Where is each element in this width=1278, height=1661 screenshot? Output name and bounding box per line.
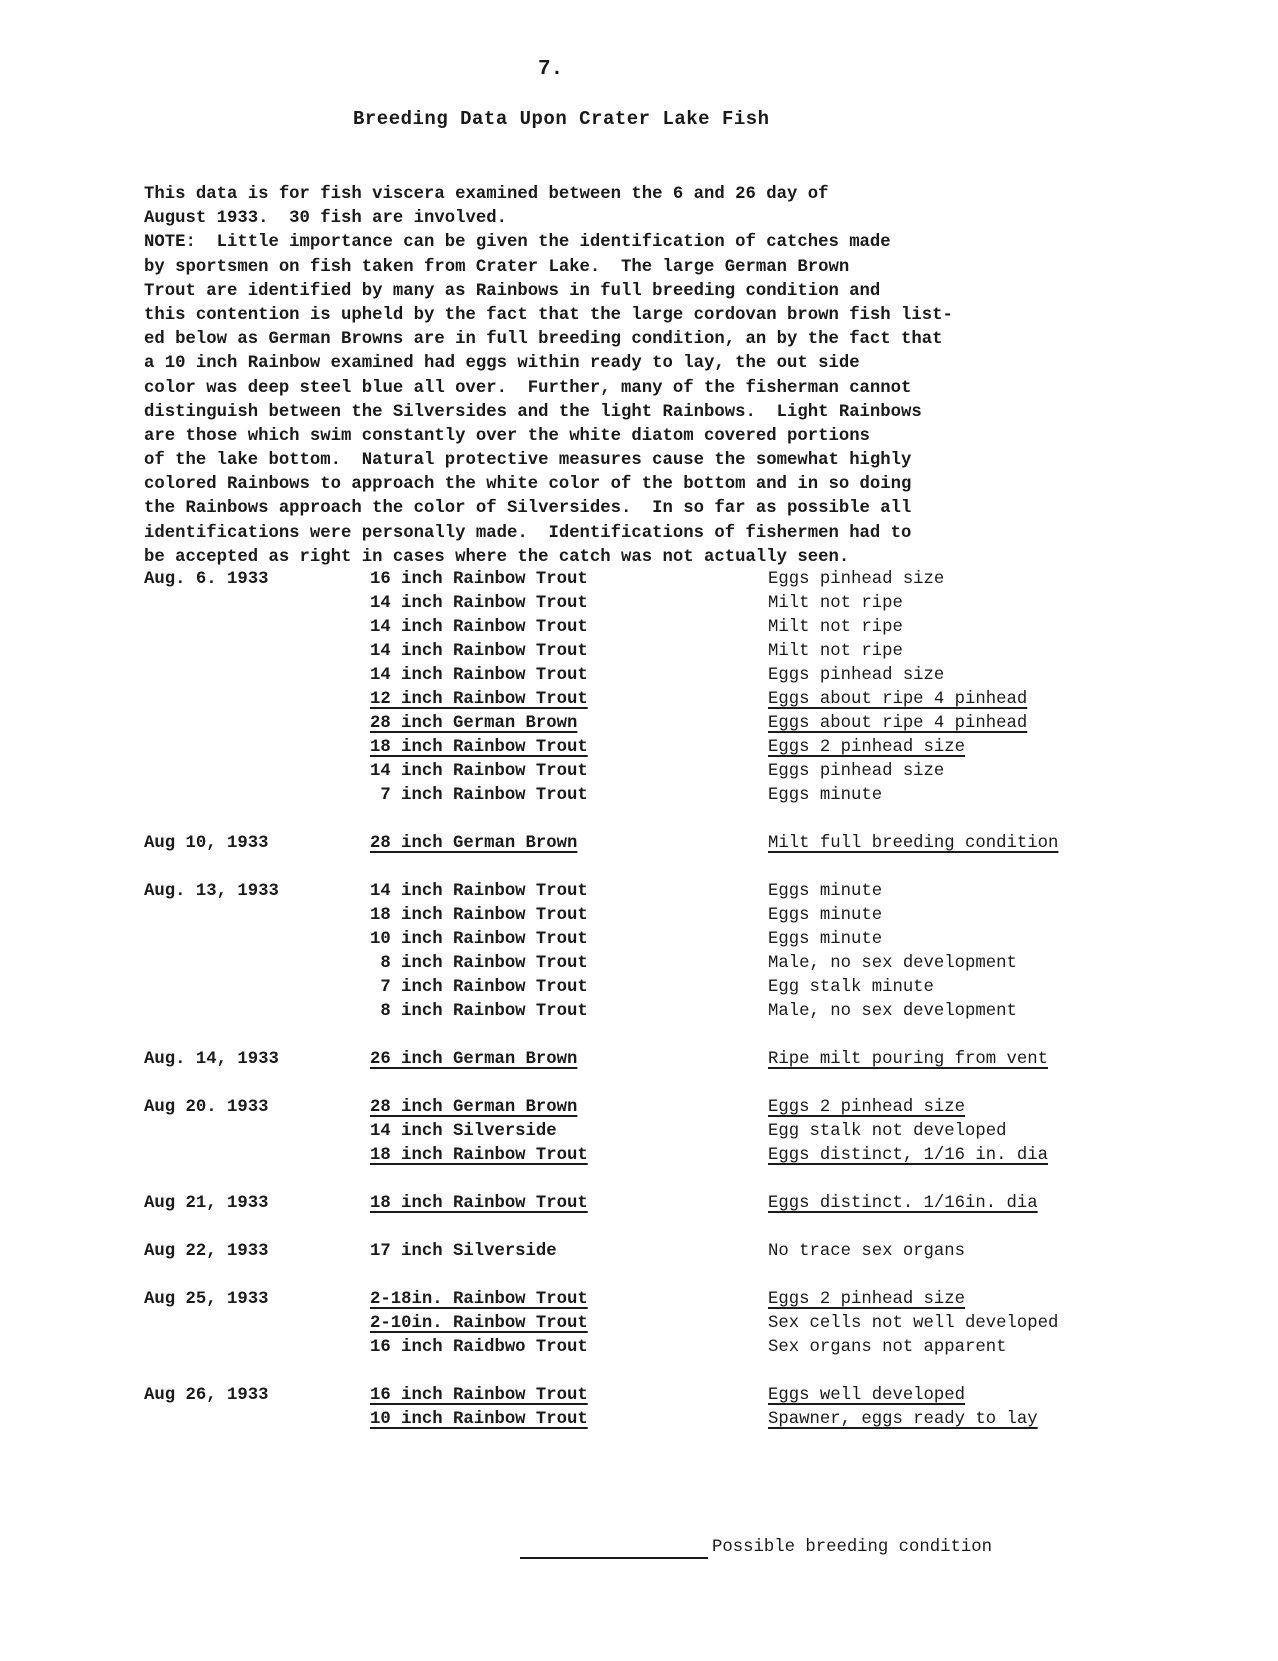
- intro-line: August 1933. 30 fish are involved.: [144, 209, 507, 229]
- table-row: [0, 1410, 1278, 1434]
- entry-condition: Eggs about ripe 4 pinhead: [768, 714, 1028, 733]
- table-row: [0, 1146, 1278, 1170]
- page-number: 7.: [538, 58, 564, 81]
- entry-condition: Milt not ripe: [768, 642, 903, 661]
- entry-condition: No trace sex organs: [768, 1242, 966, 1261]
- entry-fish: 2-10in. Rainbow Trout: [370, 1314, 588, 1333]
- entry-date: Aug 21, 1933: [144, 1194, 269, 1213]
- entry-fish: 7 inch Rainbow Trout: [370, 786, 588, 805]
- table-row: [0, 1098, 1278, 1122]
- entry-fish: 16 inch Raidbwo Trout: [370, 1338, 588, 1357]
- table-row: [0, 786, 1278, 810]
- intro-line: are those which swim constantly over the white diatom covered portions: [144, 426, 870, 446]
- entry-date: Aug 20. 1933: [144, 1098, 269, 1117]
- entry-fish: 14 inch Rainbow Trout: [370, 642, 588, 661]
- entry-fish: 10 inch Rainbow Trout: [370, 930, 588, 949]
- table-row: [0, 1122, 1278, 1146]
- intro-line: the Rainbows approach the color of Silversides. In so far as possible all: [144, 499, 912, 519]
- entry-condition: Eggs distinct. 1/16in. dia: [768, 1194, 1038, 1213]
- entry-fish: 16 inch Rainbow Trout: [370, 570, 588, 589]
- entry-condition: Egg stalk minute: [768, 978, 934, 997]
- footnote-underline-sample: [520, 1557, 708, 1559]
- entry-condition: Eggs pinhead size: [768, 762, 945, 781]
- intro-line: color was deep steel blue all over. Further, many of the fisherman cannot: [144, 378, 912, 398]
- entry-fish: 8 inch Rainbow Trout: [370, 954, 588, 973]
- entry-condition: Milt not ripe: [768, 594, 903, 613]
- table-row: [0, 1386, 1278, 1410]
- entry-date: Aug 26, 1933: [144, 1386, 269, 1405]
- entry-fish: 18 inch Rainbow Trout: [370, 1146, 588, 1165]
- intro-line: be accepted as right in cases where the catch was not actually seen.: [144, 547, 850, 567]
- table-row: [0, 690, 1278, 714]
- entry-fish: 18 inch Rainbow Trout: [370, 1194, 588, 1213]
- entry-condition: Milt not ripe: [768, 618, 903, 637]
- entry-fish: 12 inch Rainbow Trout: [370, 690, 588, 709]
- intro-line: ed below as German Browns are in full breeding condition, an by the fact that: [144, 330, 943, 350]
- intro-line: this contention is upheld by the fact that the large cordovan brown fish list-: [144, 305, 953, 325]
- entry-fish: 14 inch Rainbow Trout: [370, 666, 588, 685]
- intro-line: a 10 inch Rainbow examined had eggs within ready to lay, the out side: [144, 354, 860, 374]
- entry-fish: 28 inch German Brown: [370, 1098, 578, 1117]
- entry-fish: 28 inch German Brown: [370, 714, 578, 733]
- entry-fish: 7 inch Rainbow Trout: [370, 978, 588, 997]
- entry-fish: 28 inch German Brown: [370, 834, 578, 853]
- entry-condition: Eggs well developed: [768, 1386, 966, 1405]
- intro-paragraph: [144, 183, 1144, 570]
- entry-condition: Eggs minute: [768, 786, 883, 805]
- entry-condition: Eggs minute: [768, 882, 883, 901]
- entry-condition: Eggs pinhead size: [768, 570, 945, 589]
- table-row: [0, 642, 1278, 666]
- entry-condition: Milt full breeding condition: [768, 834, 1059, 853]
- entry-condition: Ripe milt pouring from vent: [768, 1050, 1049, 1069]
- entry-fish: 18 inch Rainbow Trout: [370, 906, 588, 925]
- table-row: [0, 1338, 1278, 1362]
- entry-fish: 14 inch Rainbow Trout: [370, 594, 588, 613]
- entry-condition: Eggs 2 pinhead size: [768, 1098, 966, 1117]
- table-row: [0, 1242, 1278, 1266]
- footnote-text: Possible breeding condition: [712, 1538, 993, 1557]
- intro-line: NOTE: Little importance can be given the identification of catches made: [144, 233, 891, 253]
- entry-fish: 14 inch Rainbow Trout: [370, 882, 588, 901]
- intro-line: identifications were personally made. Identifications of fishermen had to: [144, 523, 912, 543]
- entry-fish: 2-18in. Rainbow Trout: [370, 1290, 588, 1309]
- table-row: [0, 930, 1278, 954]
- entry-condition: Eggs 2 pinhead size: [768, 1290, 966, 1309]
- entry-date: Aug 10, 1933: [144, 834, 269, 853]
- table-row: [0, 594, 1278, 618]
- entry-date: Aug. 13, 1933: [144, 882, 279, 901]
- entry-date: Aug 22, 1933: [144, 1242, 269, 1261]
- entry-condition: Eggs minute: [768, 906, 883, 925]
- entry-condition: Eggs distinct, 1/16 in. dia: [768, 1146, 1049, 1165]
- page-title: Breeding Data Upon Crater Lake Fish: [353, 108, 770, 130]
- intro-line: This data is for fish viscera examined between the 6 and 26 day of: [144, 185, 829, 204]
- entry-condition: Male, no sex development: [768, 954, 1017, 973]
- table-row: [0, 1314, 1278, 1338]
- entry-condition: Sex cells not well developed: [768, 1314, 1059, 1333]
- table-row: [0, 978, 1278, 1002]
- entry-condition: Eggs about ripe 4 pinhead: [768, 690, 1028, 709]
- table-row: [0, 738, 1278, 762]
- table-row: [0, 834, 1278, 858]
- table-row: [0, 570, 1278, 594]
- entry-fish: 14 inch Rainbow Trout: [370, 618, 588, 637]
- entry-fish: 10 inch Rainbow Trout: [370, 1410, 588, 1429]
- entry-date: Aug. 14, 1933: [144, 1050, 279, 1069]
- entry-fish: 16 inch Rainbow Trout: [370, 1386, 588, 1405]
- table-row: [0, 882, 1278, 906]
- intro-line: Trout are identified by many as Rainbows in full breeding condition and: [144, 281, 881, 301]
- entry-date: Aug 25, 1933: [144, 1290, 269, 1309]
- entry-condition: Egg stalk not developed: [768, 1122, 1007, 1141]
- entry-fish: 26 inch German Brown: [370, 1050, 578, 1069]
- table-row: [0, 1050, 1278, 1074]
- intro-line: of the lake bottom. Natural protective measures cause the somewhat highly: [144, 451, 912, 471]
- entry-fish: 18 inch Rainbow Trout: [370, 738, 588, 757]
- table-row: [0, 1290, 1278, 1314]
- table-row: [0, 762, 1278, 786]
- table-row: [0, 714, 1278, 738]
- entry-fish: 14 inch Silverside: [370, 1122, 557, 1141]
- entry-fish: 17 inch Silverside: [370, 1242, 557, 1261]
- table-row: [0, 666, 1278, 690]
- entry-condition: Sex organs not apparent: [768, 1338, 1007, 1357]
- entry-fish: 8 inch Rainbow Trout: [370, 1002, 588, 1021]
- entry-date: Aug. 6. 1933: [144, 570, 269, 589]
- table-row: [0, 1002, 1278, 1026]
- table-row: [0, 954, 1278, 978]
- entry-fish: 14 inch Rainbow Trout: [370, 762, 588, 781]
- table-row: [0, 618, 1278, 642]
- entry-condition: Spawner, eggs ready to lay: [768, 1410, 1038, 1429]
- entry-condition: Eggs pinhead size: [768, 666, 945, 685]
- entry-condition: Eggs minute: [768, 930, 883, 949]
- intro-line: by sportsmen on fish taken from Crater Lake. The large German Brown: [144, 257, 850, 277]
- intro-line: colored Rainbows to approach the white color of the bottom and in so doing: [144, 475, 912, 495]
- intro-line: distinguish between the Silversides and the light Rainbows. Light Rainbows: [144, 402, 922, 422]
- table-row: [0, 1194, 1278, 1218]
- table-row: [0, 906, 1278, 930]
- entry-condition: Male, no sex development: [768, 1002, 1017, 1021]
- entry-condition: Eggs 2 pinhead size: [768, 738, 966, 757]
